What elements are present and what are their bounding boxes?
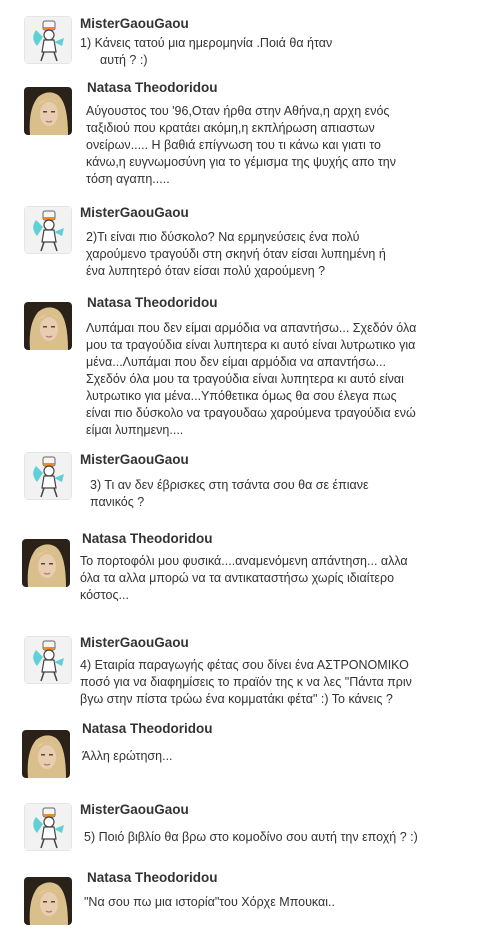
author-name[interactable]: MisterGaouGaou xyxy=(80,635,189,650)
message-text: 3) Τι αν δεν έβρισκες στη τσάντα σου θα σε έπιανε πανικός ? xyxy=(90,478,369,509)
photo-avatar[interactable] xyxy=(24,302,72,350)
message-text: "Να σου πω μια ιστορία"του Χόρχε Μπουκαι.. xyxy=(84,895,335,909)
message-text: 5) Ποιό βιβλίο θα βρω στο κομοδίνο σου αυτή την εποχή ? :) xyxy=(84,830,418,844)
author-name[interactable]: MisterGaouGaou xyxy=(80,802,189,817)
mascot-avatar-icon[interactable] xyxy=(24,452,72,500)
author-name[interactable]: Natasa Theodoridou xyxy=(87,80,218,95)
author-name[interactable]: Natasa Theodoridou xyxy=(82,721,213,736)
message-text: 1) Κάνεις τατού μια ημερομηνία .Ποιά θα ήταν αυτή ? :) xyxy=(80,36,333,67)
author-name[interactable]: MisterGaouGaou xyxy=(80,205,189,220)
author-name[interactable]: Natasa Theodoridou xyxy=(82,531,213,546)
author-name[interactable]: MisterGaouGaou xyxy=(80,452,189,467)
mascot-avatar-icon[interactable] xyxy=(24,636,72,684)
message-text: 4) Εταιρία παραγωγής φέτας σου δίνει ένα ΑΣΤΡΟΝΟΜΙΚΟ ποσό για να διαφημίσεις το πραϊόν της κ να λες "Πάντα πριν βγω στην πίστα τρώω ένα κομματάκι φέτα" :) Το κάνεις ? xyxy=(80,658,412,706)
message-text: Άλλη ερώτηση... xyxy=(82,749,173,763)
mascot-avatar-icon[interactable] xyxy=(24,803,72,851)
mascot-avatar-icon[interactable] xyxy=(24,206,72,254)
photo-avatar[interactable] xyxy=(22,730,70,778)
author-name[interactable]: Natasa Theodoridou xyxy=(87,870,218,885)
message-text: Το πορτοφόλι μου φυσικά....αναμενόμενη απάντηση... αλλα όλα τα αλλα μπορώ να τα αντικαταστήσω χωρίς ιδιαίτερο κόστος... xyxy=(80,554,408,602)
message-text: 2)Τι είναι πιο δύσκολο? Να ερμηνεύσεις ένα πολύ χαρούμενο τραγούδι στη σκηνή όταν είσαι λυπημένη ή ένα λυπητερό όταν είσαι πολύ χαρούμενη ? xyxy=(86,230,386,278)
photo-avatar[interactable] xyxy=(24,87,72,135)
message-text: Λυπάμαι που δεν είμαι αρμόδια να απαντήσω... Σχεδόν όλα μου τα τραγούδια είναι λυπητερα κι αυτό είναι λυτρωτικο για μένα...Λυπάμαι που δεν είμαι αρμόδια να απαντήσω... Σχεδόν όλα μου τα τραγούδια είναι λυπητερα κι αυτό είναι λυτρωτικο για μένα...Υπόθετικα όμως θα σου έλεγα πως είναι πιο δύσκολο να τραγουδαω χαρούμενα τραγούδια ενώ είμαι λυπημενη.... xyxy=(86,321,417,437)
photo-avatar[interactable] xyxy=(24,877,72,925)
author-name[interactable]: Natasa Theodoridou xyxy=(87,295,218,310)
author-name[interactable]: MisterGaouGaou xyxy=(80,16,189,31)
message-text: Αύγουστος του '96,Οταν ήρθα στην Αθήνα,η αρχη ενός ταξιδιού που κρατάει ακόμη,η εκπλήρωση απιαστων ονείρων..... Η βαθιά επίγνωση του τι κάνω και γιατι το κάνω,η ευγνωμοσύνη για το γέμισμα της ψυχής απο την τόση αγαπη..... xyxy=(86,104,396,186)
photo-avatar[interactable] xyxy=(22,539,70,587)
mascot-avatar-icon[interactable] xyxy=(24,16,72,64)
